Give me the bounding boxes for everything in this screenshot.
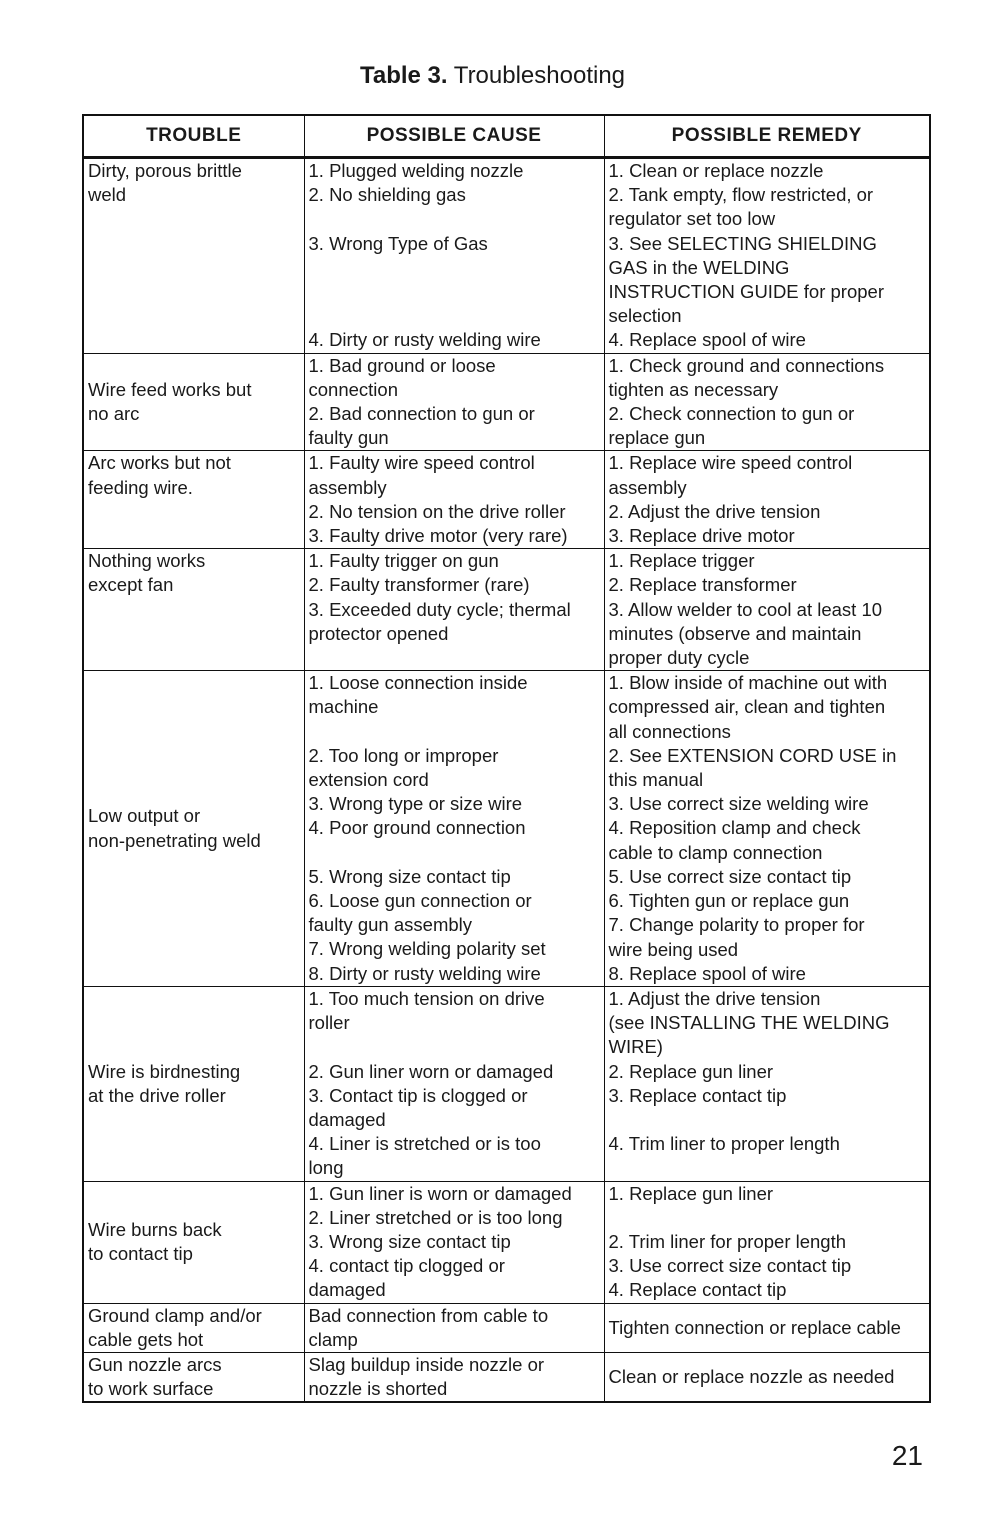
page-number: 21 bbox=[891, 1440, 923, 1471]
cell-line: 1. Loose connection inside bbox=[308, 672, 528, 694]
cause-cell bbox=[304, 1352, 604, 1401]
cell-line: 2. Replace gun liner bbox=[608, 1060, 774, 1082]
cell-line: Wire feed works but bbox=[88, 378, 252, 400]
table-header-row bbox=[84, 116, 929, 158]
cell-line: 3. Replace contact tip bbox=[608, 1084, 787, 1106]
cell-line: replace gun bbox=[608, 427, 706, 449]
cell-line: all connections bbox=[608, 720, 731, 742]
table-row bbox=[84, 549, 929, 671]
cell-line: 2. Adjust the drive tension bbox=[608, 500, 821, 522]
cell-line bbox=[309, 280, 600, 304]
cell-line: 2. Faulty transformer (rare) bbox=[308, 574, 530, 596]
remedy-cell bbox=[604, 1303, 929, 1352]
trouble-cell bbox=[84, 1181, 304, 1303]
trouble-cell bbox=[84, 1352, 304, 1401]
troubleshooting-table-container bbox=[82, 114, 931, 1403]
remedy-cell bbox=[604, 549, 929, 671]
remedy-cell bbox=[604, 158, 929, 354]
table-row bbox=[84, 158, 929, 354]
trouble-cell bbox=[84, 451, 304, 549]
cell-line: 2. Replace transformer bbox=[608, 574, 797, 596]
cell-line: Wire burns back bbox=[88, 1218, 222, 1240]
table-title-text: Troubleshooting bbox=[453, 62, 626, 89]
cell-line: damaged bbox=[308, 1108, 386, 1130]
cell-line: Low output or bbox=[88, 805, 201, 827]
table-row bbox=[84, 353, 929, 451]
cell-line: Nothing works bbox=[88, 550, 206, 572]
cell-line: 2. Trim liner for proper length bbox=[608, 1230, 847, 1252]
cell-line: roller bbox=[308, 1012, 350, 1034]
remedy-cell bbox=[604, 451, 929, 549]
cell-line: 2. Check connection to gun or bbox=[608, 403, 855, 425]
cell-line bbox=[309, 304, 600, 328]
cell-line: at the drive roller bbox=[88, 1084, 226, 1106]
cell-line: 2. No shielding gas bbox=[308, 184, 466, 206]
trouble-cell bbox=[84, 1303, 304, 1352]
cell-line: Wire is birdnesting bbox=[88, 1060, 241, 1082]
cell-line: 2. Bad connection to gun or bbox=[308, 403, 535, 425]
cell-line: 1. Bad ground or loose bbox=[308, 354, 496, 376]
cell-line: non-penetrating weld bbox=[88, 829, 261, 851]
cell-line: 3. See SELECTING SHIELDING bbox=[608, 232, 877, 254]
table-body bbox=[84, 158, 929, 1402]
trouble-cell bbox=[84, 549, 304, 671]
cell-line: 4. Poor ground connection bbox=[308, 817, 526, 839]
remedy-cell bbox=[604, 986, 929, 1181]
cell-line: 3. Use correct size contact tip bbox=[608, 1255, 852, 1277]
cause-cell bbox=[304, 353, 604, 451]
cause-cell bbox=[304, 986, 604, 1181]
cell-line: selection bbox=[608, 305, 682, 327]
table-title-number: Table 3. bbox=[359, 62, 448, 89]
cell-line bbox=[309, 720, 600, 744]
cause-cell bbox=[304, 549, 604, 671]
table-row bbox=[84, 671, 929, 987]
cell-line: extension cord bbox=[308, 769, 429, 791]
cell-line: 2. Gun liner worn or damaged bbox=[308, 1060, 554, 1082]
cell-line: 1. Replace wire speed control bbox=[608, 452, 853, 474]
cell-line: 4. Replace spool of wire bbox=[608, 329, 806, 351]
cell-line: 8. Replace spool of wire bbox=[608, 962, 806, 984]
cause-cell bbox=[304, 451, 604, 549]
cell-line: long bbox=[308, 1157, 344, 1179]
cell-line: nozzle is shorted bbox=[308, 1378, 448, 1400]
cell-line: 1. Faulty wire speed control bbox=[308, 452, 535, 474]
cell-line: 1. Gun liner is worn or damaged bbox=[308, 1182, 572, 1204]
cell-line: 3. Exceeded duty cycle; thermal bbox=[308, 598, 571, 620]
cell-line: 4. Liner is stretched or is too bbox=[308, 1133, 541, 1155]
cell-line: wire being used bbox=[608, 938, 739, 960]
cell-line: 8. Dirty or rusty welding wire bbox=[308, 962, 541, 984]
remedy-cell bbox=[604, 1181, 929, 1303]
cell-line: 3. Replace drive motor bbox=[608, 525, 795, 547]
cell-line: tighten as necessary bbox=[608, 378, 779, 400]
table-row bbox=[84, 986, 929, 1181]
cell-line: 1. Plugged welding nozzle bbox=[308, 160, 524, 181]
cell-line: 3. Contact tip is clogged or bbox=[308, 1084, 528, 1106]
cell-line: proper duty cycle bbox=[608, 647, 750, 669]
cell-line: Bad connection from cable to bbox=[308, 1304, 549, 1326]
cell-line: Dirty, porous brittle bbox=[88, 160, 242, 181]
cell-line bbox=[609, 1206, 926, 1230]
cause-cell bbox=[304, 1181, 604, 1303]
cell-line: cable to clamp connection bbox=[608, 841, 823, 863]
cell-line: except fan bbox=[88, 574, 174, 596]
cell-line bbox=[309, 207, 600, 231]
cell-line: damaged bbox=[308, 1279, 386, 1301]
cell-line: 5. Wrong size contact tip bbox=[308, 865, 511, 887]
cell-line: Clean or replace nozzle as needed bbox=[608, 1366, 895, 1388]
cell-line: 6. Loose gun connection or bbox=[308, 890, 532, 912]
trouble-cell bbox=[84, 353, 304, 451]
cell-line: 3. Allow welder to cool at least 10 bbox=[608, 598, 883, 620]
cell-line: feeding wire. bbox=[88, 476, 193, 498]
cell-line: assembly bbox=[608, 476, 687, 498]
table-row bbox=[84, 1181, 929, 1303]
remedy-cell bbox=[604, 671, 929, 987]
cell-line: 2. See EXTENSION CORD USE in bbox=[608, 744, 897, 766]
cell-line: no arc bbox=[88, 403, 140, 425]
troubleshooting-table bbox=[84, 116, 929, 1401]
cell-line: 1. Adjust the drive tension bbox=[608, 987, 821, 1009]
trouble-cell bbox=[84, 158, 304, 354]
cell-line: 3. Use correct size welding wire bbox=[608, 793, 869, 815]
cell-line: 7. Wrong welding polarity set bbox=[308, 938, 546, 960]
cell-line: (see INSTALLING THE WELDING bbox=[608, 1012, 890, 1034]
remedy-cell bbox=[604, 1352, 929, 1401]
cell-line: 6. Tighten gun or replace gun bbox=[608, 890, 850, 912]
cell-line: 4. Dirty or rusty welding wire bbox=[308, 329, 541, 351]
cell-line: to work surface bbox=[88, 1378, 214, 1400]
cell-line: 3. Faulty drive motor (very rare) bbox=[308, 525, 568, 547]
table-title bbox=[0, 62, 985, 90]
cell-line: minutes (observe and maintain bbox=[608, 622, 862, 644]
cell-line: machine bbox=[308, 696, 379, 718]
cell-line bbox=[309, 841, 600, 865]
cell-line: 4. Trim liner to proper length bbox=[608, 1133, 840, 1155]
cell-line: 3. Wrong Type of Gas bbox=[308, 232, 488, 254]
cell-line: 2. No tension on the drive roller bbox=[308, 500, 566, 522]
cell-line: 1. Blow inside of machine out with bbox=[608, 672, 888, 694]
cell-line bbox=[309, 256, 600, 280]
cell-line: 1. Faulty trigger on gun bbox=[308, 550, 499, 572]
cell-line: Gun nozzle arcs bbox=[88, 1353, 222, 1375]
header-trouble: TROUBLE bbox=[84, 116, 304, 158]
cell-line: 5. Use correct size contact tip bbox=[608, 865, 852, 887]
cell-line: compressed air, clean and tighten bbox=[608, 696, 886, 718]
header-possible-cause: POSSIBLE CAUSE bbox=[304, 116, 604, 158]
cell-line: regulator set too low bbox=[608, 208, 776, 230]
table-row bbox=[84, 1303, 929, 1352]
trouble-cell bbox=[84, 986, 304, 1181]
cell-line: 7. Change polarity to proper for bbox=[608, 914, 865, 936]
cell-line bbox=[309, 1035, 600, 1059]
cell-line: 1. Clean or replace nozzle bbox=[608, 160, 824, 181]
table-row bbox=[84, 1352, 929, 1401]
cell-line bbox=[609, 1108, 926, 1132]
cell-line: to contact tip bbox=[88, 1243, 193, 1265]
cell-line: 4. contact tip clogged or bbox=[308, 1255, 505, 1277]
cause-cell bbox=[304, 158, 604, 354]
cell-line: Tighten connection or replace cable bbox=[608, 1316, 901, 1338]
cell-line: WIRE) bbox=[608, 1036, 663, 1058]
cell-line: Arc works but not bbox=[88, 452, 231, 474]
cell-line: assembly bbox=[308, 476, 387, 498]
table-row bbox=[84, 451, 929, 549]
cell-line: INSTRUCTION GUIDE for proper bbox=[608, 281, 884, 303]
cause-cell bbox=[304, 1303, 604, 1352]
cell-line: 1. Replace trigger bbox=[608, 550, 755, 572]
cause-cell bbox=[304, 671, 604, 987]
cell-line: connection bbox=[308, 378, 398, 400]
cell-line: 3. Wrong type or size wire bbox=[308, 793, 523, 815]
cell-line: protector opened bbox=[308, 622, 449, 644]
cell-line: 2. Tank empty, flow restricted, or bbox=[608, 184, 874, 206]
cell-line: 2. Too long or improper bbox=[308, 744, 499, 766]
cell-line: cable gets hot bbox=[88, 1328, 204, 1350]
trouble-cell bbox=[84, 671, 304, 987]
cell-line: 2. Liner stretched or is too long bbox=[308, 1206, 563, 1228]
cell-line: faulty gun assembly bbox=[308, 914, 473, 936]
cell-line: 4. Replace contact tip bbox=[608, 1279, 787, 1301]
header-possible-remedy: POSSIBLE REMEDY bbox=[604, 116, 929, 158]
cell-line: weld bbox=[88, 184, 127, 206]
cell-line: GAS in the WELDING bbox=[608, 256, 790, 278]
cell-line: this manual bbox=[608, 769, 704, 791]
cell-line: 4. Reposition clamp and check bbox=[608, 817, 861, 839]
cell-line: 1. Too much tension on drive bbox=[308, 987, 545, 1009]
remedy-cell bbox=[604, 353, 929, 451]
cell-line: 1. Check ground and connections bbox=[608, 354, 885, 376]
cell-line: clamp bbox=[308, 1328, 358, 1350]
cell-line: Slag buildup inside nozzle or bbox=[308, 1353, 545, 1375]
cell-line: Ground clamp and/or bbox=[88, 1304, 262, 1326]
cell-line: faulty gun bbox=[308, 427, 389, 449]
cell-line: 3. Wrong size contact tip bbox=[308, 1230, 511, 1252]
cell-line: 1. Replace gun liner bbox=[608, 1182, 774, 1204]
